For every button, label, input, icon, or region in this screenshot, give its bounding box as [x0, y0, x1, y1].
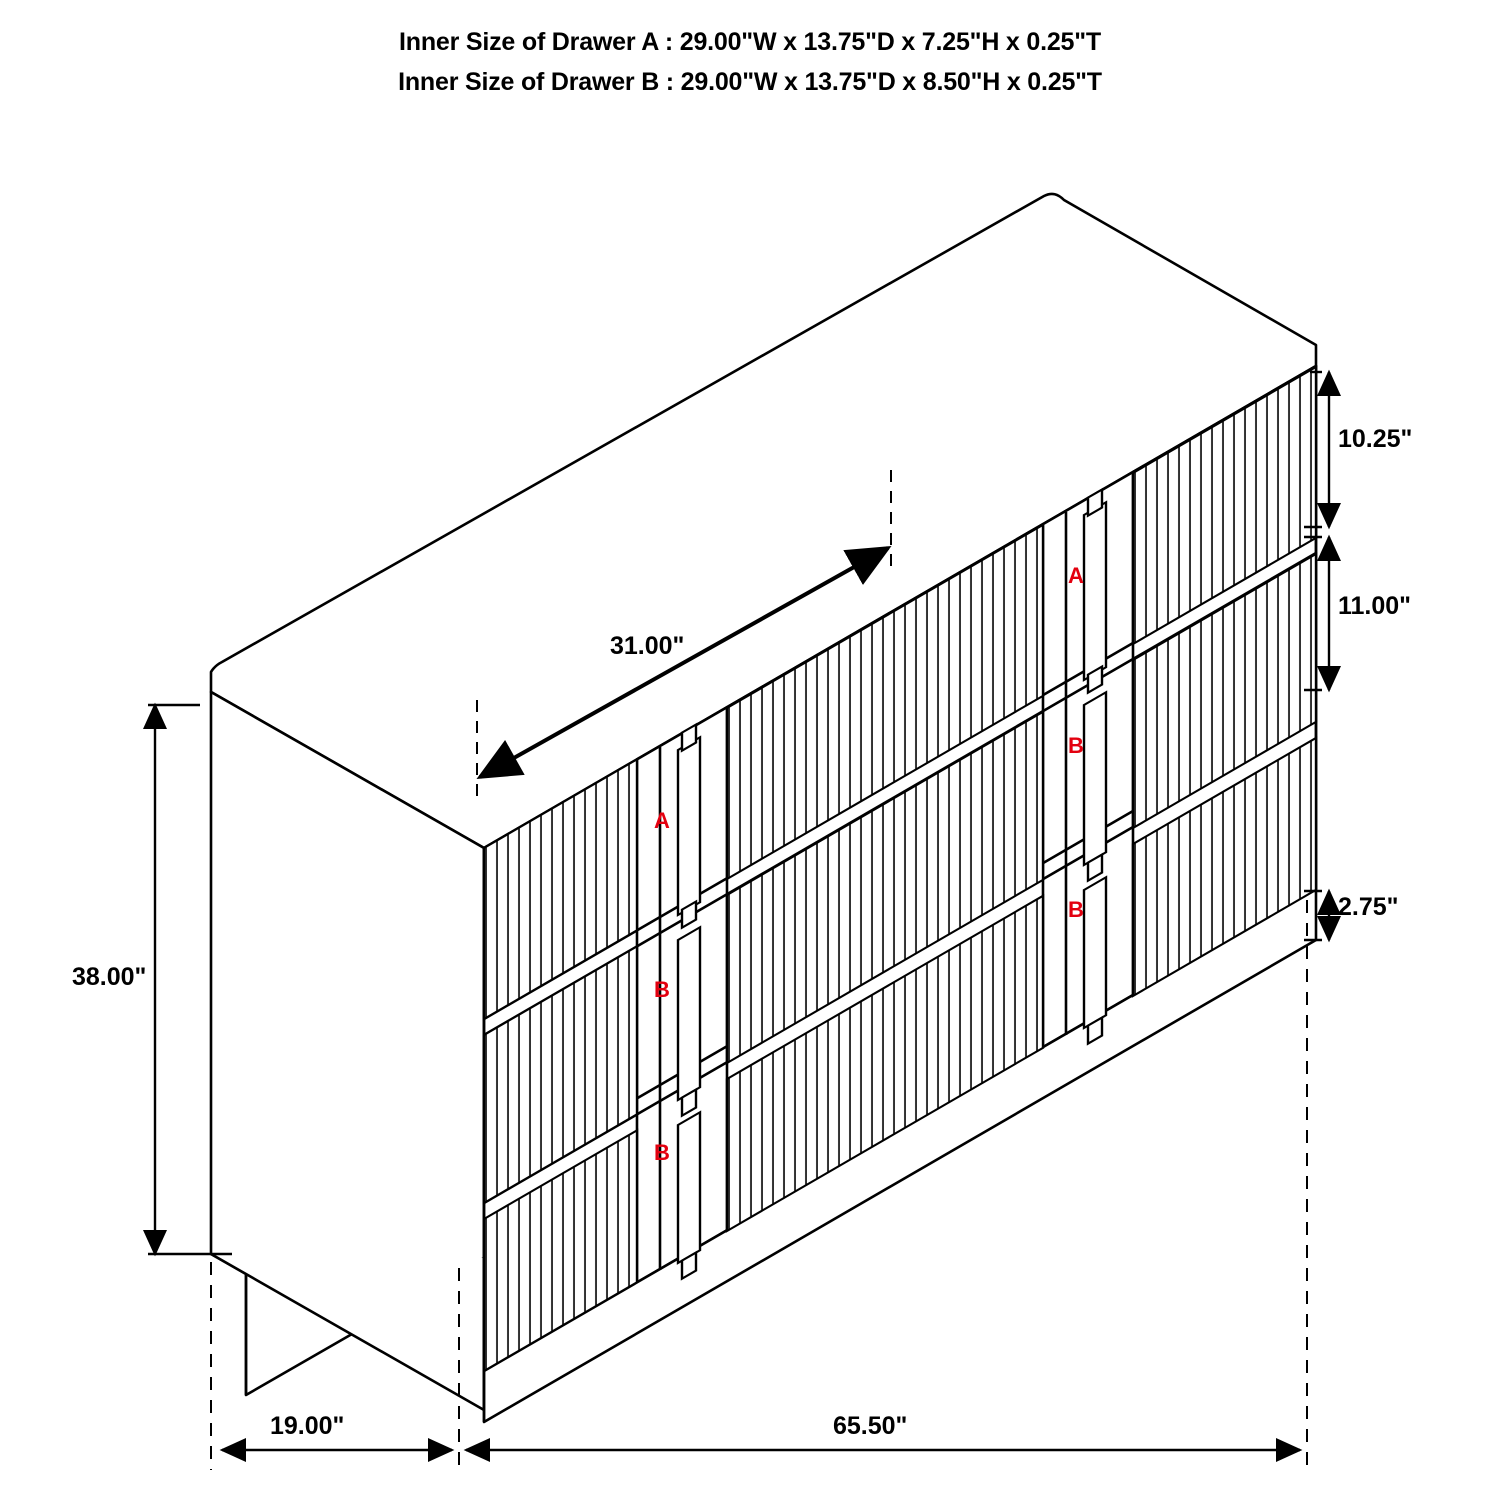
drawer-a-inner-size-note: Inner Size of Drawer A : 29.00"W x 13.75"D x 7.25"H x 0.25"T — [399, 28, 1101, 56]
drawer-label-left-b2: B — [654, 1140, 670, 1165]
dim-second-drawer-height: 11.00" — [1338, 592, 1412, 620]
dim-side-depth: 19.00" — [270, 1412, 345, 1440]
dim-plinth-height: 2.75" — [1338, 893, 1399, 921]
dim-top-drawer-height: 10.25" — [1338, 425, 1413, 453]
drawer-label-left-a: A — [654, 808, 670, 833]
drawer-b-inner-size-note: Inner Size of Drawer B : 29.00"W x 13.75"D x 8.50"H x 0.25"T — [398, 68, 1102, 96]
dim-overall-width: 65.50" — [833, 1412, 908, 1440]
drawer-label-left-b1: B — [654, 977, 670, 1002]
drawer-label-right-a: A — [1068, 563, 1084, 588]
dim-overall-height: 38.00" — [72, 963, 147, 991]
drawer-label-right-b2: B — [1068, 897, 1084, 922]
dim-depth-diagonal: 31.00" — [610, 632, 685, 660]
drawer-label-right-b1: B — [1068, 733, 1084, 758]
